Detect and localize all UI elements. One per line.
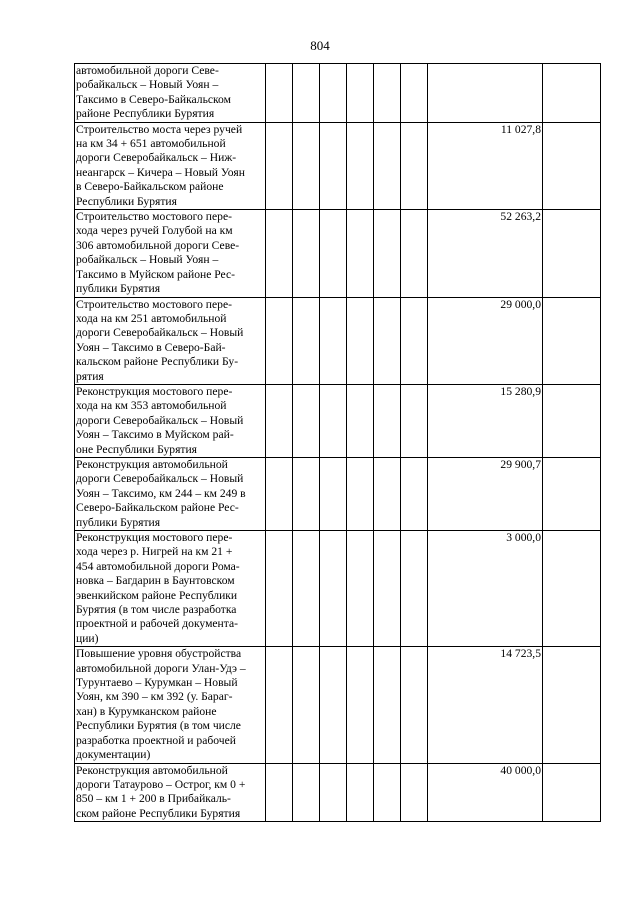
empty-cell xyxy=(374,531,401,647)
empty-cell xyxy=(293,763,320,822)
empty-cell xyxy=(293,210,320,297)
empty-cell xyxy=(320,763,347,822)
empty-cell xyxy=(543,122,601,209)
empty-cell xyxy=(543,457,601,530)
empty-cell xyxy=(374,763,401,822)
empty-cell xyxy=(293,122,320,209)
empty-cell xyxy=(293,647,320,763)
description-line: хода через р. Нигрей на км 21 + xyxy=(76,545,233,559)
description-line: 850 – км 1 + 200 в Прибайкаль- xyxy=(76,792,231,806)
empty-cell xyxy=(374,457,401,530)
description-line: оне Республики Бурятия xyxy=(76,442,198,456)
row-description xyxy=(75,457,266,530)
empty-cell xyxy=(543,64,601,123)
empty-cell xyxy=(543,763,601,822)
description-line: проектной и рабочей документа- xyxy=(76,617,238,631)
empty-cell xyxy=(401,763,428,822)
empty-cell xyxy=(543,647,601,763)
description-line: Республики Бурятия (в том числе xyxy=(76,719,241,733)
description-line: хода через ручей Голубой на км xyxy=(76,224,233,238)
description-line: на км 34 + 651 автомобильной xyxy=(76,137,226,151)
row-description xyxy=(75,531,266,647)
description-line: публики Бурятия xyxy=(76,282,161,296)
empty-cell xyxy=(320,297,347,384)
empty-cell xyxy=(543,210,601,297)
table-row xyxy=(75,64,601,123)
table-row xyxy=(75,297,601,384)
row-amount: 29 000,0 xyxy=(428,297,543,384)
row-description xyxy=(75,763,266,822)
table-row xyxy=(75,384,601,457)
empty-cell xyxy=(374,64,401,123)
description-line: эвенкийском районе Республики xyxy=(76,588,238,602)
empty-cell xyxy=(320,64,347,123)
empty-cell xyxy=(320,122,347,209)
description-line: документации) xyxy=(76,748,151,762)
description-line: Реконструкция автомобильной xyxy=(76,457,228,471)
row-amount: 15 280,9 xyxy=(428,384,543,457)
description-line: 306 автомобильной дороги Севе- xyxy=(76,238,240,252)
description-line: робайкальск – Новый Уоян – xyxy=(76,78,219,92)
page-number: 804 xyxy=(310,38,330,53)
row-amount: 29 900,7 xyxy=(428,457,543,530)
description-line: Реконструкция автомобильной xyxy=(76,763,228,777)
empty-cell xyxy=(293,457,320,530)
description-line: в Северо-Байкальском районе xyxy=(76,180,224,194)
empty-cell xyxy=(401,122,428,209)
empty-cell xyxy=(293,384,320,457)
description-line: Реконструкция мостового пере- xyxy=(76,384,233,398)
empty-cell xyxy=(266,457,293,530)
empty-cell xyxy=(401,384,428,457)
row-description xyxy=(75,647,266,763)
empty-cell xyxy=(293,297,320,384)
row-description xyxy=(75,210,266,297)
empty-cell xyxy=(347,384,374,457)
description-line: дороги Северобайкальск – Новый xyxy=(76,472,244,486)
empty-cell xyxy=(266,763,293,822)
description-line: Турунтаево – Курумкан – Новый xyxy=(76,676,238,690)
description-line: хода на км 353 автомобильной xyxy=(76,399,227,413)
description-line: новка – Багдарин в Баунтовском xyxy=(76,574,235,588)
empty-cell xyxy=(293,64,320,123)
row-amount: 14 723,5 xyxy=(428,647,543,763)
row-amount: 40 000,0 xyxy=(428,763,543,822)
description-line: автомобильной дороги Улан-Удэ – xyxy=(76,661,246,675)
table-row xyxy=(75,531,601,647)
table-row xyxy=(75,647,601,763)
description-line: районе Республики Бурятия xyxy=(76,107,215,121)
description-line: Уоян, км 390 – км 392 (у. Бараг- xyxy=(76,690,233,704)
description-line: дороги Северобайкальск – Ниж- xyxy=(76,151,237,165)
empty-cell xyxy=(401,210,428,297)
description-line: неангарск – Кичера – Новый Уоян xyxy=(76,165,245,179)
empty-cell xyxy=(374,297,401,384)
description-line: Реконструкция мостового пере- xyxy=(76,531,233,544)
empty-cell xyxy=(401,647,428,763)
row-description xyxy=(75,384,266,457)
table-row xyxy=(75,210,601,297)
empty-cell xyxy=(374,122,401,209)
description-line: хан) в Курумканском районе xyxy=(76,704,217,718)
description-line: ции) xyxy=(76,631,99,645)
description-line: Повышение уровня обустройства xyxy=(76,647,242,661)
empty-cell xyxy=(347,122,374,209)
empty-cell xyxy=(266,297,293,384)
empty-cell xyxy=(401,297,428,384)
row-description xyxy=(75,297,266,384)
description-line: Уоян – Таксимо, км 244 – км 249 в xyxy=(76,486,246,500)
description-line: кальском районе Республики Бу- xyxy=(76,355,239,369)
description-line: Уоян – Таксимо в Северо-Бай- xyxy=(76,340,226,354)
description-line: автомобильной дороги Севе- xyxy=(76,64,219,77)
empty-cell xyxy=(347,647,374,763)
empty-cell xyxy=(401,457,428,530)
description-line: Бурятия (в том числе разработка xyxy=(76,603,237,617)
description-line: разработка проектной и рабочей xyxy=(76,733,236,747)
empty-cell xyxy=(401,64,428,123)
row-amount: 52 263,2 xyxy=(428,210,543,297)
description-line: 454 автомобильной дороги Рома- xyxy=(76,559,240,573)
description-line: хода на км 251 автомобильной xyxy=(76,311,227,325)
description-line: Строительство моста через ручей xyxy=(76,122,243,136)
empty-cell xyxy=(347,763,374,822)
table-row xyxy=(75,457,601,530)
empty-cell xyxy=(543,531,601,647)
empty-cell xyxy=(374,647,401,763)
description-line: Таксимо в Северо-Байкальском xyxy=(76,92,231,106)
description-line: дороги Татаурово – Острог, км 0 + xyxy=(76,777,246,791)
empty-cell xyxy=(347,297,374,384)
row-amount xyxy=(428,64,543,123)
description-line: Северо-Байкальском районе Рес- xyxy=(76,501,239,515)
empty-cell xyxy=(320,457,347,530)
empty-cell xyxy=(266,210,293,297)
empty-cell xyxy=(266,122,293,209)
empty-cell xyxy=(266,384,293,457)
empty-cell xyxy=(320,647,347,763)
row-amount: 3 000,0 xyxy=(428,531,543,647)
empty-cell xyxy=(543,297,601,384)
budget-table xyxy=(74,63,601,822)
empty-cell xyxy=(266,531,293,647)
description-line: Республики Бурятия xyxy=(76,194,177,208)
table-row xyxy=(75,122,601,209)
row-amount: 11 027,8 xyxy=(428,122,543,209)
description-line: Строительство мостового пере- xyxy=(76,297,232,311)
empty-cell xyxy=(320,384,347,457)
description-line: дороги Северобайкальск – Новый xyxy=(76,413,244,427)
empty-cell xyxy=(543,384,601,457)
empty-cell xyxy=(347,457,374,530)
empty-cell xyxy=(320,210,347,297)
empty-cell xyxy=(374,210,401,297)
empty-cell xyxy=(347,64,374,123)
description-line: ском районе Республики Бурятия xyxy=(76,806,241,820)
table-row xyxy=(75,763,601,822)
description-line: Таксимо в Муйском районе Рес- xyxy=(76,267,235,281)
empty-cell xyxy=(374,384,401,457)
description-line: рятия xyxy=(76,369,104,383)
description-line: публики Бурятия xyxy=(76,515,161,529)
description-line: Строительство мостового пере- xyxy=(76,210,232,224)
empty-cell xyxy=(320,531,347,647)
empty-cell xyxy=(347,531,374,647)
empty-cell xyxy=(401,531,428,647)
empty-cell xyxy=(266,64,293,123)
table-body xyxy=(75,64,601,822)
description-line: Уоян – Таксимо в Муйском рай- xyxy=(76,428,234,442)
row-description xyxy=(75,122,266,209)
empty-cell xyxy=(293,531,320,647)
empty-cell xyxy=(266,647,293,763)
description-line: дороги Северобайкальск – Новый xyxy=(76,326,244,340)
description-line: робайкальск – Новый Уоян – xyxy=(76,253,219,267)
empty-cell xyxy=(347,210,374,297)
row-description xyxy=(75,64,266,123)
